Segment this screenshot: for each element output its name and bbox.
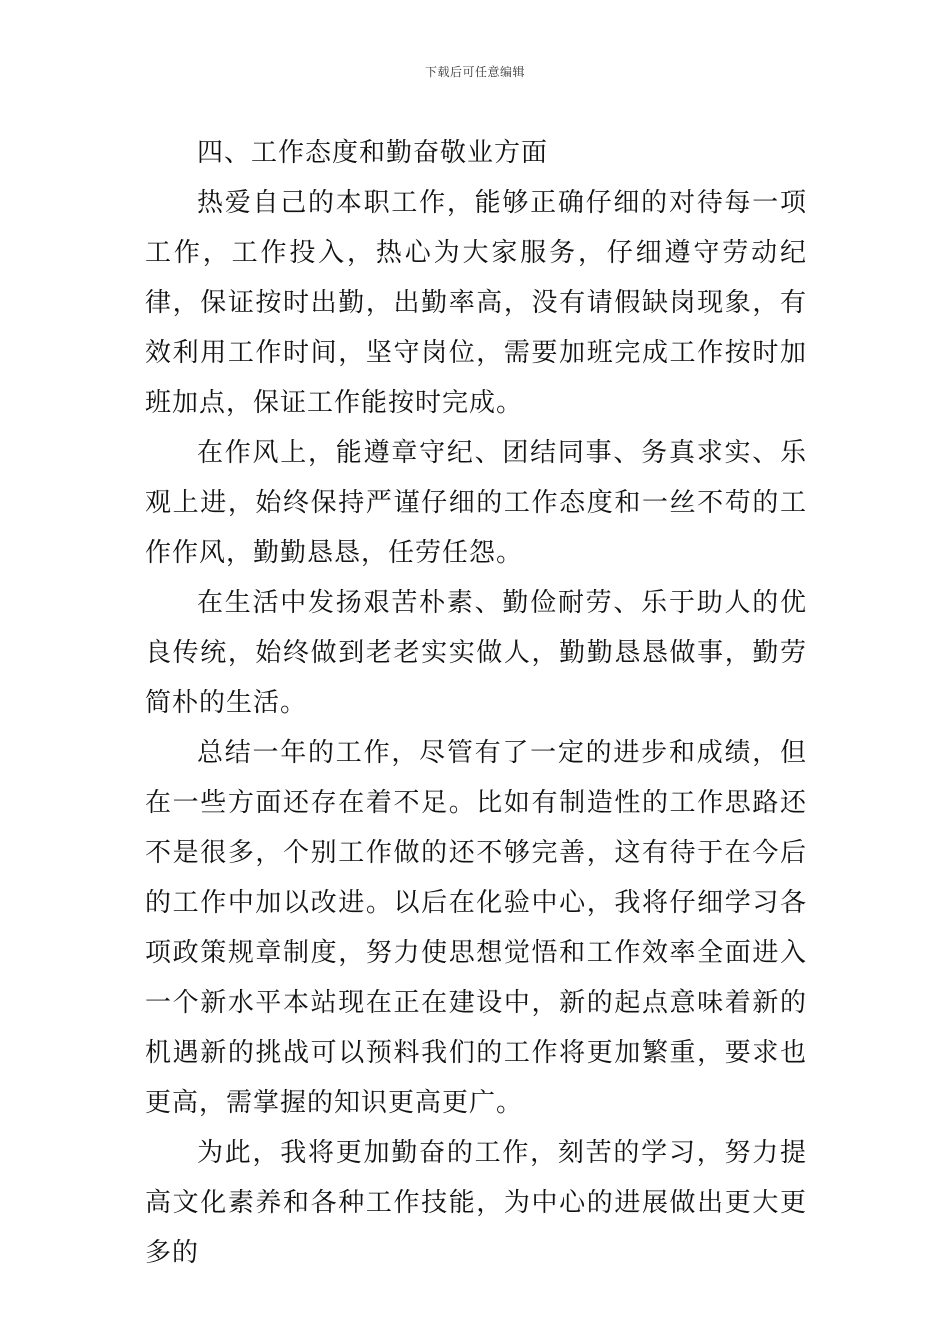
paragraph-summary: 总结一年的工作，尽管有了一定的进步和成绩，但在一些方面还存在着不足。比如有制造性的工作思路还不是很多，个别工作做的还不够完善，这有待于在今后的工作中加以改进。以后在化验中心，我将仔细学习各项政策规章制度，努力使思想觉悟和工作效率全面进入一个新水平本站现在正在建设中，新的起点意味着新的机遇新的挑战可以预料我们的工作将更加繁重，要求也更高，需掌握的知识更高更广。 — [145, 738, 807, 1118]
paragraph-future: 为此，我将更加勤奋的工作，刻苦的学习，努力提高文化素养和各种工作技能，为中心的进展做出更大更多的 — [145, 1138, 807, 1268]
paragraph-work-style: 在作风上，能遵章守纪、团结同事、务真求实、乐观上进，始终保持严谨仔细的工作态度和一丝不苟的工作作风，勤勤恳恳，任劳任怨。 — [145, 438, 807, 568]
paragraph-life: 在生活中发扬艰苦朴素、勤俭耐劳、乐于助人的优良传统，始终做到老老实实做人，勤勤恳恳做事，勤劳简朴的生活。 — [145, 588, 807, 718]
page-header: 下载后可任意编辑 — [424, 65, 525, 79]
section-heading: 四、工作态度和勤奋敬业方面 — [197, 138, 549, 168]
paragraph-work-attitude: 热爱自己的本职工作，能够正确仔细的对待每一项工作，工作投入，热心为大家服务，仔细遵守劳动纪律，保证按时出勤，出勤率高，没有请假缺岗现象，有效利用工作时间，坚守岗位，需要加班完成工作按时加班加点，保证工作能按时完成。 — [145, 188, 807, 418]
document-body — [145, 128, 807, 1278]
